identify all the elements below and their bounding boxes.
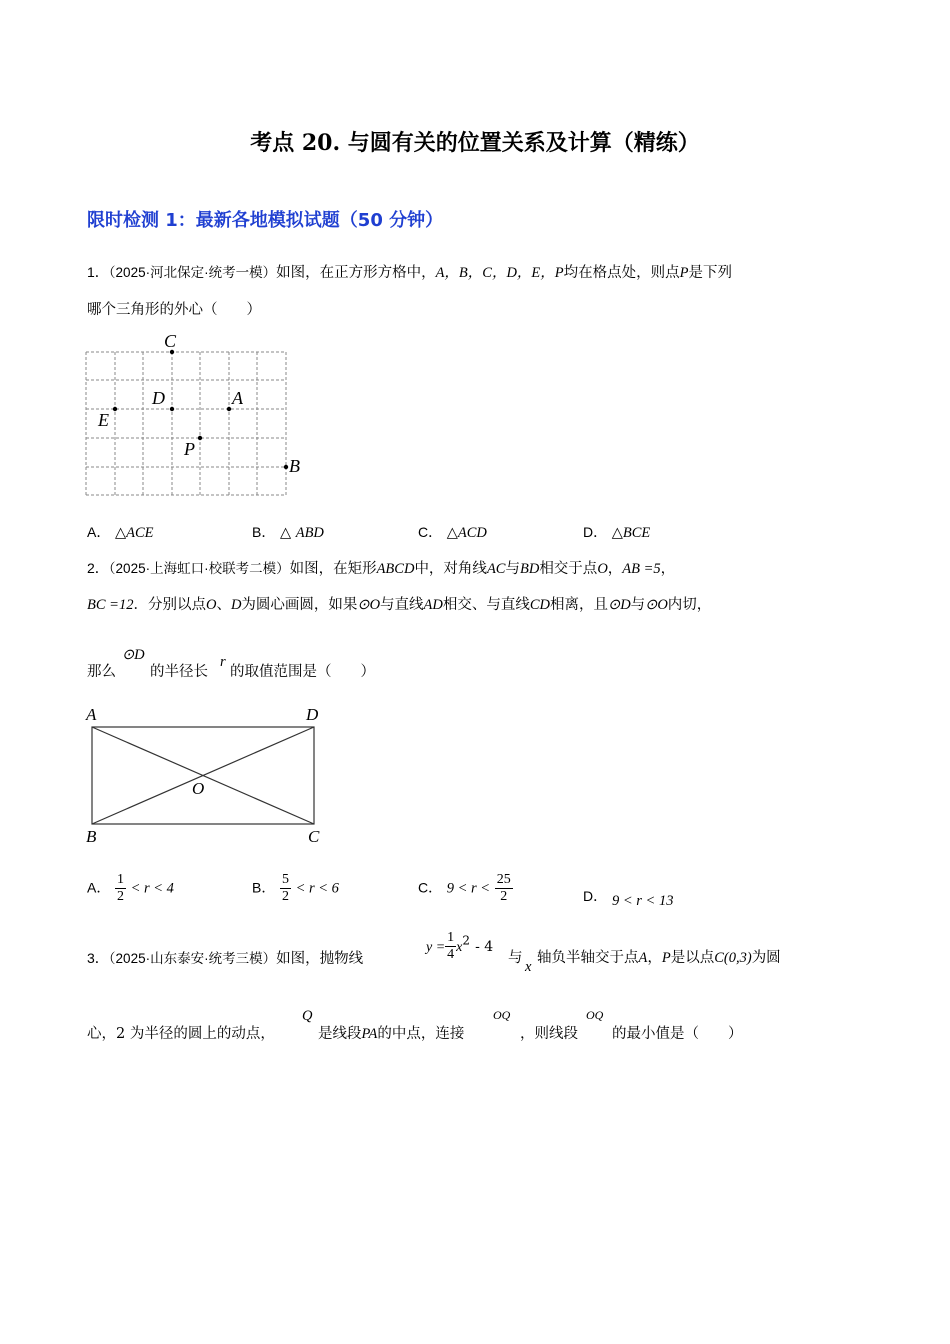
- label-b: B: [289, 456, 300, 476]
- question-3-line-1-start: [87, 948, 363, 969]
- fraction: [280, 872, 291, 905]
- math: AC: [486, 561, 506, 577]
- triangle-symbol: △: [114, 525, 127, 541]
- option-text: BCE: [622, 525, 651, 541]
- option-c[interactable]: [418, 872, 513, 905]
- denominator: 2: [281, 889, 289, 904]
- option-letter: B．: [252, 524, 276, 540]
- math: BD: [519, 561, 540, 577]
- label-o: O: [192, 779, 205, 798]
- numerator: 5: [281, 872, 289, 887]
- question-1-line-1: [87, 262, 732, 283]
- rectangle-figure: [84, 702, 334, 852]
- triangle-symbol: △: [611, 525, 623, 541]
- question-text: 相离，且: [550, 597, 609, 613]
- question-text: 如图，在矩形: [289, 561, 377, 577]
- option-letter: D．: [583, 524, 608, 540]
- numerator: 1: [116, 872, 124, 887]
- option-text: < r < 4: [130, 880, 174, 897]
- page-title: 考点 20. 与圆有关的位置关系及计算（精练）: [250, 130, 700, 156]
- denominator: 2: [116, 889, 124, 904]
- option-d-text: 9 < r < 13: [612, 893, 674, 909]
- question-text: 、: [216, 597, 231, 613]
- math: x: [456, 940, 463, 955]
- question-points: A，B，C，D，E，P: [435, 265, 564, 281]
- question-text: 均在格点处，则点: [563, 265, 680, 281]
- question-text: 与直线: [380, 597, 424, 613]
- question-text: 的中点，连接: [377, 1026, 465, 1042]
- question-text: 如图，在正方形方格中，: [276, 265, 436, 281]
- math: A: [638, 950, 648, 966]
- label-c: C: [308, 827, 320, 846]
- question-text: 如图，抛物线: [276, 951, 364, 967]
- question-text: 中，对角线: [414, 561, 487, 577]
- math: AD: [423, 597, 443, 613]
- label-d: D: [152, 388, 165, 408]
- math: ⊙O: [357, 597, 381, 613]
- math-oq: OQ: [493, 1008, 511, 1022]
- option-text: ABD: [295, 525, 324, 541]
- triangle-symbol: △: [446, 525, 458, 541]
- question-1-line-2: 哪个三角形的外心（ ）: [87, 302, 261, 318]
- question-source: （2025·上海虹口·校联考二模）: [108, 561, 290, 576]
- option-text: ACD: [457, 525, 487, 541]
- question-3-line-1-mid: 与: [508, 950, 523, 966]
- math: BC =12: [87, 597, 134, 613]
- question-source: （2025·山东泰安·统考三模）: [108, 951, 277, 966]
- option-text: 9 < r <: [446, 880, 491, 897]
- option-letter: C．: [418, 524, 443, 540]
- fraction: [495, 872, 513, 905]
- denominator: 2: [500, 889, 508, 904]
- math: P: [661, 950, 671, 966]
- option-d[interactable]: [583, 886, 607, 906]
- option-letter: D．: [583, 888, 608, 904]
- math: ⊙O: [645, 597, 668, 613]
- question-text: 相交于点: [539, 561, 598, 577]
- question-text: 是下列: [688, 265, 733, 281]
- point-b: [284, 465, 288, 469]
- point-p: [198, 436, 202, 440]
- math: - 4: [475, 939, 494, 955]
- parabola-equation: [426, 930, 493, 963]
- question-number: 2．: [87, 560, 109, 576]
- question-text: 轴负半轴交于点: [537, 950, 639, 966]
- math-oq: OQ: [586, 1008, 604, 1022]
- label-a: A: [232, 388, 243, 408]
- math: y =: [426, 940, 446, 955]
- option-c[interactable]: [418, 522, 487, 542]
- option-text: ACE: [126, 525, 154, 541]
- option-b[interactable]: [252, 872, 339, 905]
- option-d[interactable]: [583, 522, 650, 542]
- label-b: B: [86, 827, 97, 846]
- math: CD: [529, 597, 551, 613]
- math-q: Q: [302, 1008, 313, 1024]
- question-text: 相交、与直线: [442, 597, 530, 613]
- question-3-line-2-c: ，则线段: [520, 1026, 578, 1042]
- label-p: P: [184, 439, 195, 459]
- question-text: 是线段: [318, 1026, 362, 1042]
- math-r: r: [220, 654, 226, 670]
- numerator: 25: [496, 872, 511, 887]
- grid-figure: [84, 330, 314, 500]
- question-text: ．分别以点: [133, 597, 206, 613]
- question-text: ，: [660, 561, 676, 577]
- question-text: 是以点: [670, 950, 715, 966]
- option-letter: A．: [87, 524, 111, 540]
- fraction: [115, 872, 126, 905]
- math: C(0,3): [714, 950, 752, 966]
- math: ABCD: [376, 561, 415, 577]
- point-d: [170, 407, 174, 411]
- question-text: ，: [607, 561, 623, 577]
- question-source: （2025·河北保定·统考一模）: [108, 265, 277, 280]
- label-d: D: [306, 705, 319, 724]
- option-letter: A．: [87, 879, 111, 896]
- math-circle-d: ⊙D: [122, 647, 145, 663]
- question-text: 为圆心画圆，如果: [241, 597, 358, 613]
- label-a: A: [86, 705, 97, 724]
- numerator: 1: [447, 930, 455, 945]
- denominator: 4: [447, 947, 455, 962]
- question-3-line-1-end: [537, 948, 781, 968]
- option-b[interactable]: [252, 522, 324, 542]
- label-c: C: [164, 331, 177, 351]
- grid-lines: [86, 352, 286, 495]
- question-text: 与: [630, 597, 646, 613]
- math: AB =5: [622, 561, 661, 577]
- question-2-line-3-c: 的取值范围是（ ）: [230, 664, 375, 680]
- question-text: 与: [505, 561, 520, 577]
- question-2-line-2: [87, 595, 711, 615]
- question-3-line-2-d: 的最小值是（ ）: [612, 1026, 743, 1042]
- point-a: [227, 407, 231, 411]
- option-letter: C．: [418, 879, 443, 896]
- math: D: [230, 597, 242, 613]
- fraction: [445, 930, 456, 963]
- question-number: 1．: [87, 264, 109, 280]
- math: O: [205, 597, 217, 613]
- math-x: x: [525, 959, 532, 975]
- point-e: [113, 407, 117, 411]
- math: PA: [361, 1026, 378, 1042]
- question-text: 为圆: [751, 950, 781, 966]
- question-text: 内切，: [667, 597, 712, 613]
- superscript: 2: [462, 933, 471, 948]
- option-a[interactable]: [87, 522, 154, 542]
- option-text: < r < 6: [295, 880, 339, 897]
- question-2-line-3-a: 那么: [87, 664, 116, 680]
- option-letter: B．: [252, 879, 276, 896]
- label-e: E: [98, 410, 109, 430]
- question-2-line-1: [87, 558, 675, 579]
- option-a[interactable]: [87, 872, 174, 905]
- math: ⊙D: [608, 597, 631, 613]
- question-2-line-3-b: 的半径长: [150, 664, 208, 680]
- math: O: [597, 561, 608, 577]
- triangle-symbol: △: [279, 525, 292, 541]
- question-number: 3．: [87, 950, 109, 966]
- question-text: ，: [647, 950, 662, 966]
- section-heading: 限时检测 1：最新各地模拟试题（50 分钟）: [87, 210, 444, 231]
- question-3-line-2-b: [318, 1024, 464, 1044]
- question-3-line-2-a: 心，2 为半径的圆上的动点，: [87, 1026, 275, 1042]
- question-point-p: P: [679, 265, 689, 281]
